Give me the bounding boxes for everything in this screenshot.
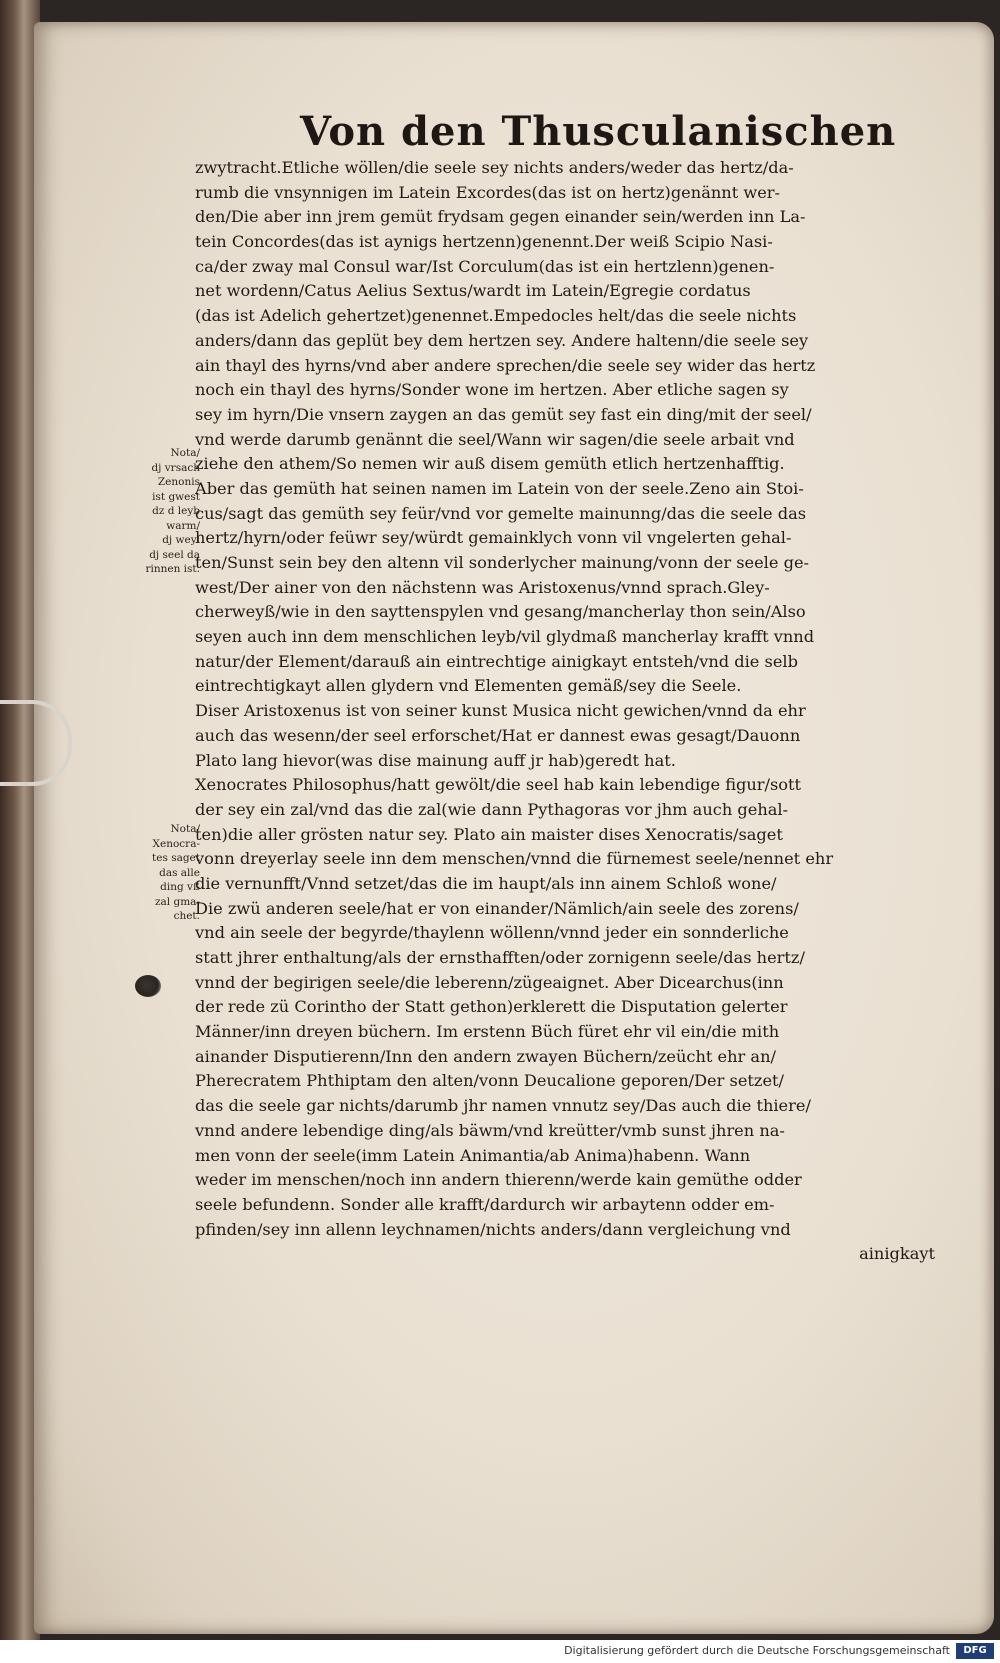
text-line: vonn dreyerlay seele inn dem menschen/vnnd die fürnemest seele/nennet ehr (195, 849, 834, 869)
dfg-logo: DFG (956, 1643, 994, 1659)
footer-bar (0, 1640, 1000, 1663)
text-line: auch das wesenn/der seel erforschet/Hat er dannest ewas gesagt/Dauonn (195, 725, 801, 745)
text-line: Aber das gemüth hat seinen namen im Latein von der seele.Zeno ain Stoi- (195, 478, 804, 498)
text-line: net wordenn/Catus Aelius Sextus/wardt im Latein/Egregie cordatus (195, 281, 751, 301)
text-line: vnd ain seele der begyrde/thaylenn wöllenn/vnnd jeder ein sonnderliche (195, 923, 789, 943)
text-line: anders/dann das geplüt bey dem hertzen sey. Andere haltenn/die seele sey (195, 330, 809, 350)
margin-note-line: zal gma- (155, 895, 200, 908)
text-line: Pherecratem Phthiptam den alten/vonn Deucalione geporen/Der setzet/ (195, 1071, 784, 1091)
text-line: vnnd der begirigen seele/die leberenn/zügeaignet. Aber Dicearchus(inn (195, 972, 784, 992)
margin-note-line: Nota/ (170, 447, 200, 459)
text-line: hertz/hyrn/oder feüwr sey/würdt gemainklych vonn vil vngelerten gehal- (195, 528, 792, 548)
text-line: tein Concordes(das ist aynigs hertzenn)genennt.Der weiß Scipio Nasi- (195, 232, 773, 252)
footer-credit: Digitalisierung gefördert durch die Deutsche Forschungsgemeinschaft (564, 1644, 950, 1657)
text-line: (das ist Adelich gehertzet)genennet.Empedocles helt/das die seele nichts (195, 306, 797, 326)
margin-note-xenocrates (122, 822, 200, 924)
margin-note-line: rinnen ist. (145, 563, 200, 575)
text-line: ten)die aller grösten natur sey. Plato ain maister dises Xenocratis/saget (195, 824, 783, 844)
text-line: das die seele gar nichts/darumb jhr namen vnnutz sey/Das auch die thiere/ (195, 1096, 811, 1116)
text-line: statt jhrer enthaltung/als der ernsthafften/oder zornigenn seele/das hertz/ (195, 948, 805, 967)
margin-note-line: tes saget (152, 852, 200, 864)
text-line: Die zwü anderen seele/hat er von einander/Nämlich/ain seele des zorens/ (195, 898, 799, 918)
text-line: der sey ein zal/vnd das die zal(wie dann Pythagoras vor jhm auch gehal- (195, 799, 789, 819)
margin-note-line: dj weyl (162, 534, 200, 546)
margin-note-line: Zenonis (157, 476, 200, 488)
margin-note-line: warm/ (166, 519, 200, 532)
text-line: natur/der Element/darauß ain eintrechtige ainigkayt entsteh/vnd die selb (195, 651, 798, 671)
text-line: seyen auch inn dem menschlichen leyb/vil glydmaß mancherlay krafft vnnd (195, 627, 815, 647)
text-line: noch ein thayl des hyrns/Sonder wone im hertzen. Aber etliche sagen sy (195, 380, 789, 400)
running-header: Von den Thusculanischen (300, 108, 897, 155)
text-line: pfinden/sey inn allenn leychnamen/nichts anders/dann vergleichung vnd (195, 1219, 791, 1239)
text-line: Diser Aristoxenus ist von seiner kunst Musica nicht gewichen/vnnd da ehr (195, 701, 806, 721)
margin-note-line: das alle (159, 866, 200, 879)
margin-note-line: dz d leyb (152, 505, 200, 517)
text-line: eintrechtigkayt allen glydern vnd Elementen gemäß/sey die Seele. (195, 676, 742, 696)
text-line: die vernunfft/Vnnd setzet/das die im haupt/als inn ainem Schloß wone/ (195, 873, 777, 893)
text-line: ain thayl des hyrns/vnd aber andere sprechen/die seele sey wider das hertz (195, 355, 816, 375)
text-line: men vonn der seele(imm Latein Animantia/ab Anima)habenn. Wann (195, 1145, 751, 1165)
margin-note-line: Xenocra- (152, 837, 200, 850)
text-line: ainander Disputierenn/Inn den andern zwayen Büchern/zeücht ehr an/ (195, 1046, 776, 1066)
text-line: vnnd andere lebendige ding/als bäwm/vnd kreütter/vmb sunst jhren na- (195, 1120, 785, 1140)
text-line: zwytracht.Etliche wöllen/die seele sey nichts anders/weder das hertz/da- (195, 158, 794, 177)
text-line: cherweyß/wie in den sayttenspylen vnd gesang/mancherlay thon sein/Also (195, 602, 806, 622)
text-line: den/Die aber inn jrem gemüt frydsam gegen einander sein/werden inn La- (195, 207, 806, 227)
text-line: ten/Sunst sein bey den altenn vil sonderlycher mainung/vonn der seele ge- (195, 553, 809, 572)
text-line: der rede zü Corintho der Statt gethon)erklerett die Disputation gelerter (195, 997, 788, 1017)
catchword: ainigkayt (859, 1244, 935, 1264)
text-line: weder im menschen/noch inn andern thierenn/werde kain gemüthe odder (195, 1170, 802, 1190)
text-line: ca/der zway mal Consul war/Ist Corculum(das ist ein hertzlenn)genen- (195, 256, 775, 276)
text-line: sey im hyrn/Die vnsern zaygen an das gemüt sey fast ein ding/mit der seel/ (195, 404, 812, 424)
page-clip (0, 700, 72, 786)
margin-note-line: Nota/ (170, 823, 200, 835)
margin-note-zeno (122, 446, 200, 577)
margin-note-line: dj vrsach (151, 461, 200, 474)
text-line: ziehe den athem/So nemen wir auß disem gemüth etlich hertzenhafftig. (195, 454, 785, 474)
text-line: Männer/inn dreyen büchern. Im erstenn Büch füret ehr vil ein/die mith (195, 1022, 780, 1042)
margin-note-line: dj seel da (149, 548, 200, 561)
text-line: vnd werde darumb genännt die seel/Wann wir sagen/die seele arbait vnd (195, 429, 795, 449)
margin-note-line: chet. (173, 910, 200, 922)
text-line: Plato lang hievor(was dise mainung auff jr hab)geredt hat. (195, 750, 676, 770)
body-text (195, 156, 935, 1267)
text-line: west/Der ainer von den nächstenn was Aristoxenus/vnnd sprach.Gley- (195, 577, 770, 597)
text-line: Xenocrates Philosophus/hatt gewölt/die seel hab kain lebendige figur/sott (195, 775, 802, 795)
ink-blot (135, 975, 161, 997)
text-line: cus/sagt das gemüth sey feür/vnd vor gemelte mainunng/das die seele das (195, 503, 807, 523)
margin-note-line: ist gwest (152, 490, 200, 503)
text-line: seele befundenn. Sonder alle krafft/dardurch wir arbaytenn odder em- (195, 1194, 775, 1214)
text-line: rumb die vnsynnigen im Latein Excordes(das ist on hertz)genännt wer- (195, 182, 780, 202)
margin-note-line: ding vß (160, 881, 200, 893)
